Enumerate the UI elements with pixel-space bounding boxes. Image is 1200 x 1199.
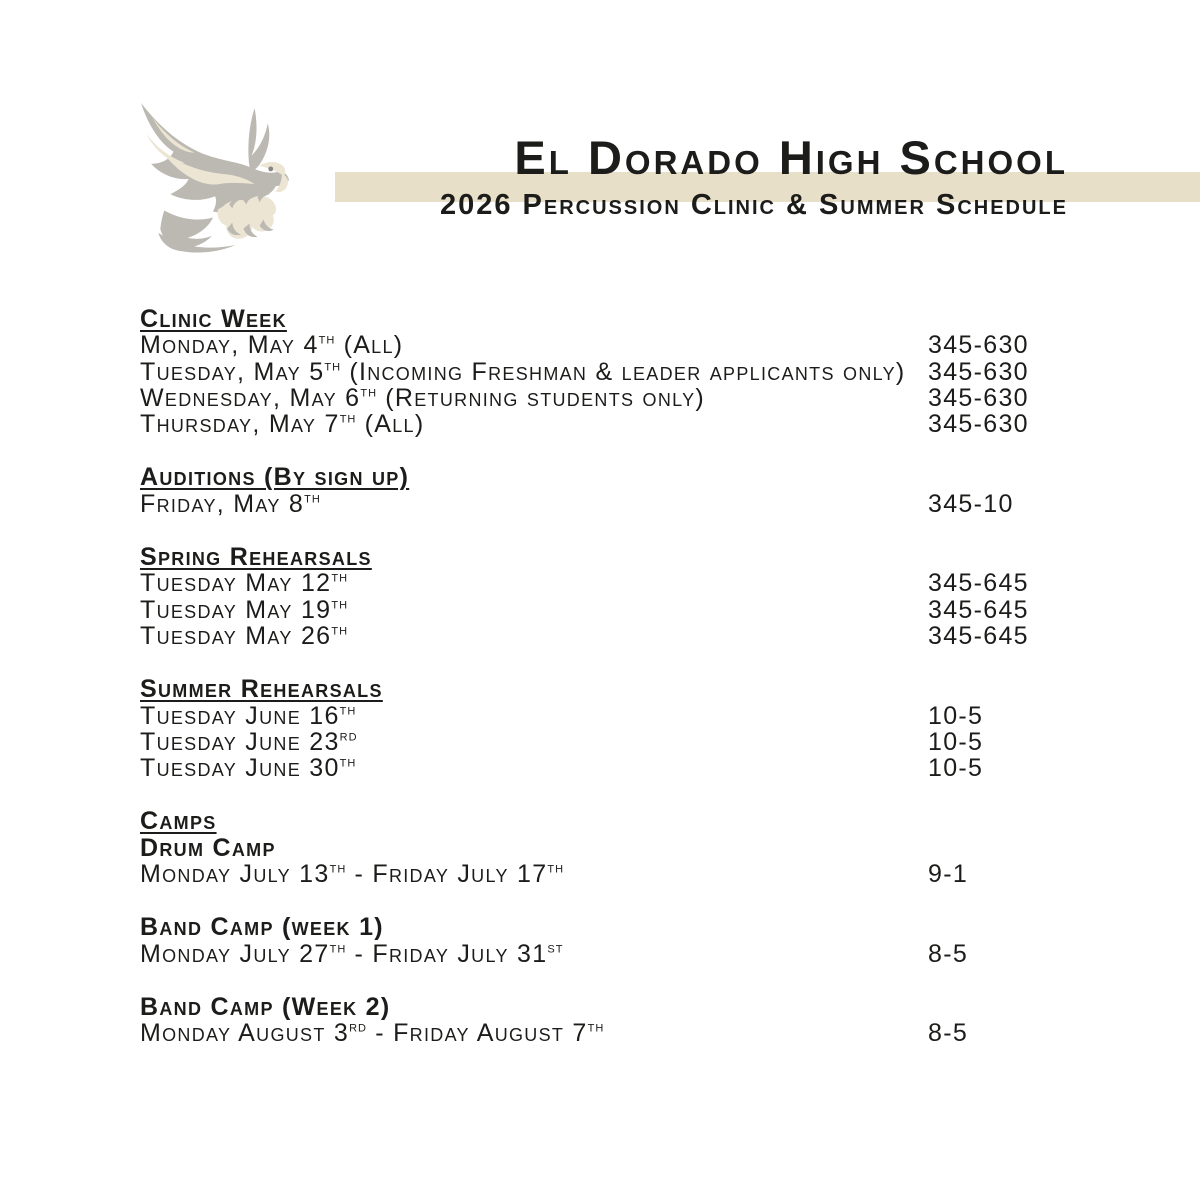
ordinal-suffix: TH bbox=[331, 599, 349, 612]
schedule-section bbox=[140, 676, 1160, 781]
section-heading: Clinic Week bbox=[140, 305, 287, 333]
ordinal-suffix: RD bbox=[339, 731, 358, 744]
section-heading: Band Camp (Week 2) bbox=[140, 992, 391, 1021]
event-time: 345-645 bbox=[928, 595, 1029, 624]
schedule-section bbox=[140, 808, 1160, 887]
schedule-row bbox=[140, 491, 1160, 517]
section-rows bbox=[140, 491, 1160, 517]
event-time: 10-5 bbox=[928, 701, 984, 730]
event-time: 345-10 bbox=[928, 489, 1014, 518]
schedule-row bbox=[140, 411, 1160, 437]
section-heading: Summer Rehearsals bbox=[140, 675, 383, 704]
ordinal-suffix: TH bbox=[318, 334, 336, 347]
section-heading: Band Camp (week 1) bbox=[140, 913, 384, 942]
event-time: 345-645 bbox=[928, 569, 1029, 598]
schedule-list bbox=[140, 306, 1160, 1074]
ordinal-suffix: ST bbox=[547, 943, 564, 956]
page-subtitle: 2026 Percussion Clinic & Summer Schedule bbox=[439, 189, 1068, 221]
event-date: Monday August 3RD - Friday August 7TH bbox=[140, 1019, 605, 1048]
schedule-section bbox=[140, 914, 1160, 967]
ordinal-suffix: TH bbox=[360, 387, 378, 400]
schedule-row bbox=[140, 332, 1160, 358]
hawk-icon bbox=[138, 101, 290, 253]
event-date: Friday, May 8TH bbox=[140, 489, 321, 518]
schedule-row bbox=[140, 570, 1160, 596]
ordinal-suffix: TH bbox=[331, 573, 349, 586]
event-date: Wednesday, May 6TH (Returning students only) bbox=[140, 383, 706, 412]
ordinal-suffix: TH bbox=[304, 493, 321, 506]
schedule-section bbox=[140, 994, 1160, 1047]
schedule-row bbox=[140, 755, 1160, 781]
schedule-row bbox=[140, 729, 1160, 755]
ordinal-suffix: TH bbox=[329, 863, 347, 876]
page-title: El Dorado High School bbox=[514, 131, 1068, 184]
schedule-section bbox=[140, 544, 1160, 649]
section-rows bbox=[140, 941, 1160, 967]
section-rows bbox=[140, 570, 1160, 649]
event-date: Tuesday June 30TH bbox=[140, 754, 357, 783]
schedule-row bbox=[140, 941, 1160, 967]
event-time: 345-630 bbox=[928, 357, 1029, 386]
section-rows bbox=[140, 703, 1160, 782]
ordinal-suffix: TH bbox=[587, 1022, 605, 1035]
school-logo bbox=[138, 101, 290, 253]
schedule-section bbox=[140, 306, 1160, 437]
event-date: Tuesday May 26TH bbox=[140, 621, 349, 650]
section-subheading: Drum Camp bbox=[140, 833, 276, 862]
event-time: 8-5 bbox=[928, 1019, 969, 1048]
event-time: 9-1 bbox=[928, 860, 969, 889]
event-date: Monday July 13TH - Friday July 17TH bbox=[140, 860, 565, 889]
schedule-row bbox=[140, 623, 1160, 649]
event-date: Tuesday May 19TH bbox=[140, 595, 349, 624]
ordinal-suffix: TH bbox=[339, 705, 357, 718]
schedule-section bbox=[140, 464, 1160, 517]
ordinal-suffix: TH bbox=[324, 361, 342, 374]
event-date: Tuesday June 16TH bbox=[140, 701, 357, 730]
event-date: Monday, May 4TH (All) bbox=[140, 331, 404, 360]
event-time: 345-630 bbox=[928, 331, 1029, 360]
section-heading: Camps bbox=[140, 807, 217, 836]
event-time: 345-645 bbox=[928, 621, 1029, 650]
section-rows bbox=[140, 861, 1160, 887]
ordinal-suffix: TH bbox=[331, 625, 349, 638]
schedule-row bbox=[140, 861, 1160, 887]
event-date: Monday July 27TH - Friday July 31ST bbox=[140, 939, 564, 968]
event-time: 10-5 bbox=[928, 754, 984, 783]
schedule-row bbox=[140, 359, 1160, 385]
ordinal-suffix: TH bbox=[339, 413, 357, 426]
schedule-row bbox=[140, 703, 1160, 729]
event-time: 8-5 bbox=[928, 939, 969, 968]
ordinal-suffix: RD bbox=[349, 1022, 367, 1035]
event-time: 345-630 bbox=[928, 410, 1029, 439]
event-date: Tuesday May 12TH bbox=[140, 569, 349, 598]
ordinal-suffix: TH bbox=[339, 757, 357, 770]
schedule-row bbox=[140, 597, 1160, 623]
event-date: Tuesday June 23RD bbox=[140, 727, 358, 756]
schedule-row bbox=[140, 1020, 1160, 1046]
event-time: 345-630 bbox=[928, 383, 1029, 412]
ordinal-suffix: TH bbox=[329, 943, 347, 956]
section-heading: Spring Rehearsals bbox=[140, 543, 372, 572]
event-date: Thursday, May 7TH (All) bbox=[140, 410, 425, 439]
header bbox=[439, 131, 1068, 221]
event-date: Tuesday, May 5TH (Incoming Freshman & leader applicants only) bbox=[140, 357, 906, 386]
section-rows bbox=[140, 1020, 1160, 1046]
ordinal-suffix: TH bbox=[547, 863, 565, 876]
section-heading: Auditions (By sign up) bbox=[140, 463, 410, 492]
schedule-row bbox=[140, 385, 1160, 411]
section-rows bbox=[140, 332, 1160, 437]
event-time: 10-5 bbox=[928, 727, 984, 756]
